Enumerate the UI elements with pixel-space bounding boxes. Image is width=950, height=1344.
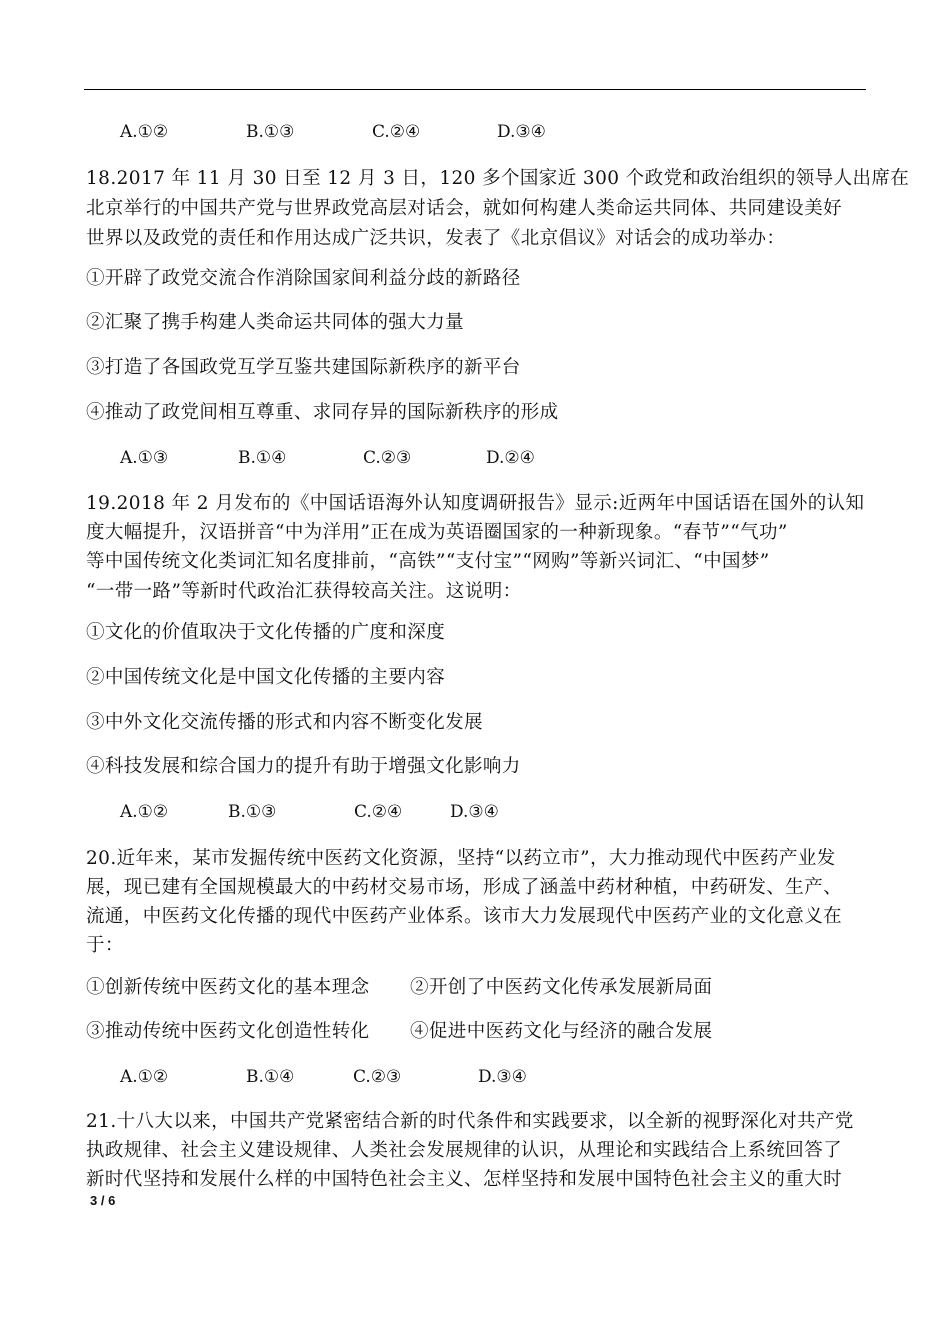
- q17-option-b: B.①③: [246, 122, 295, 142]
- q19-stem-line-4: “一带一路”等新时代政治汇获得较高关注。这说明：: [86, 581, 522, 602]
- q19-option-c: C.②④: [354, 802, 403, 822]
- q20-stem-line-1: 20.近年来，某市发掘传统中医药文化资源，坚持“以药立市”，大力推动现代中医药产业发: [86, 848, 836, 869]
- q20-item-1: ①创新传统中医药文化的基本理念: [86, 977, 370, 998]
- q19-item-2: ②中国传统文化是中国文化传播的主要内容: [86, 667, 446, 688]
- q17-option-c: C.②④: [372, 122, 421, 142]
- q18-item-1: ①开辟了政党交流合作消除国家间利益分歧的新路径: [86, 268, 521, 289]
- q17-option-a: A.①②: [120, 122, 169, 142]
- q19-stem-line-2: 度大幅提升，汉语拼音“中为洋用”正在成为英语圈国家的一种新现象。“春节”“气功”: [86, 522, 788, 543]
- q18-stem-line-1: 18.2017 年 11 月 30 日至 12 月 3 日，120 多个国家近 300 个政党和政治组织的领导人出席在: [86, 168, 910, 189]
- q20-option-d: D.③④: [478, 1067, 527, 1087]
- q20-stem-line-2: 展，现已建有全国规模最大的中药材交易市场，形成了涵盖中药材种植，中药研发、生产、: [86, 877, 843, 898]
- q19-item-4: ④科技发展和综合国力的提升有助于增强文化影响力: [86, 756, 521, 777]
- page-number: 3 / 6: [90, 1193, 116, 1208]
- q18-stem-line-3: 世界以及政党的责任和作用达成广泛共识，发表了《北京倡议》对话会的成功举办：: [86, 228, 786, 249]
- q18-option-a: A.①③: [120, 448, 169, 468]
- q20-stem-line-3: 流通，中医药文化传播的现代中医药产业体系。该市大力发展现代中医药产业的文化意义在: [86, 906, 843, 927]
- q20-item-3: ③推动传统中医药文化创造性转化: [86, 1021, 370, 1042]
- q21-stem-line-3: 新时代坚持和发展什么样的中国特色社会主义、怎样坚持和发展中国特色社会主义的重大时: [86, 1169, 843, 1190]
- q17-option-d: D.③④: [497, 122, 546, 142]
- q20-item-2: ②开创了中医药文化传承发展新局面: [410, 977, 713, 998]
- q21-stem-line-1: 21.十八大以来，中国共产党紧密结合新的时代条件和实践要求，以全新的视野深化对共产党: [86, 1111, 854, 1132]
- q18-stem-line-2: 北京举行的中国共产党与世界政党高层对话会，就如何构建人类命运共同体、共同建设美好: [86, 198, 843, 219]
- q18-option-d: D.②④: [486, 448, 535, 468]
- q19-option-a: A.①②: [120, 802, 169, 822]
- q19-stem-line-3: 等中国传统文化类词汇知名度排前，“高铁”“支付宝”“网购”等新兴词汇、“中国梦”: [86, 551, 770, 572]
- q18-item-2: ②汇聚了携手构建人类命运共同体的强大力量: [86, 312, 465, 333]
- q18-option-b: B.①④: [238, 448, 287, 468]
- q18-option-c: C.②③: [363, 448, 412, 468]
- q20-option-c: C.②③: [353, 1067, 402, 1087]
- q20-option-a: A.①②: [120, 1067, 169, 1087]
- q18-item-4: ④推动了政党间相互尊重、求同存异的国际新秩序的形成: [86, 402, 559, 423]
- q18-item-3: ③打造了各国政党互学互鉴共建国际新秩序的新平台: [86, 357, 521, 378]
- q21-stem-line-2: 执政规律、社会主义建设规律、人类社会发展规律的认识，从理论和实践结合上系统回答了: [86, 1140, 843, 1161]
- q19-option-b: B.①③: [228, 802, 277, 822]
- q19-item-3: ③中外文化交流传播的形式和内容不断变化发展: [86, 712, 483, 733]
- q20-item-4: ④促进中医药文化与经济的融合发展: [410, 1021, 713, 1042]
- q19-item-1: ①文化的价值取决于文化传播的广度和深度: [86, 622, 446, 643]
- q20-stem-line-4: 于：: [86, 935, 124, 956]
- q19-stem-line-1: 19.2018 年 2 月发布的《中国话语海外认知度调研报告》显示:近两年中国话语在国外的认知: [86, 493, 865, 514]
- q20-option-b: B.①④: [246, 1067, 295, 1087]
- q19-option-d: D.③④: [450, 802, 499, 822]
- header-rule: [84, 89, 866, 90]
